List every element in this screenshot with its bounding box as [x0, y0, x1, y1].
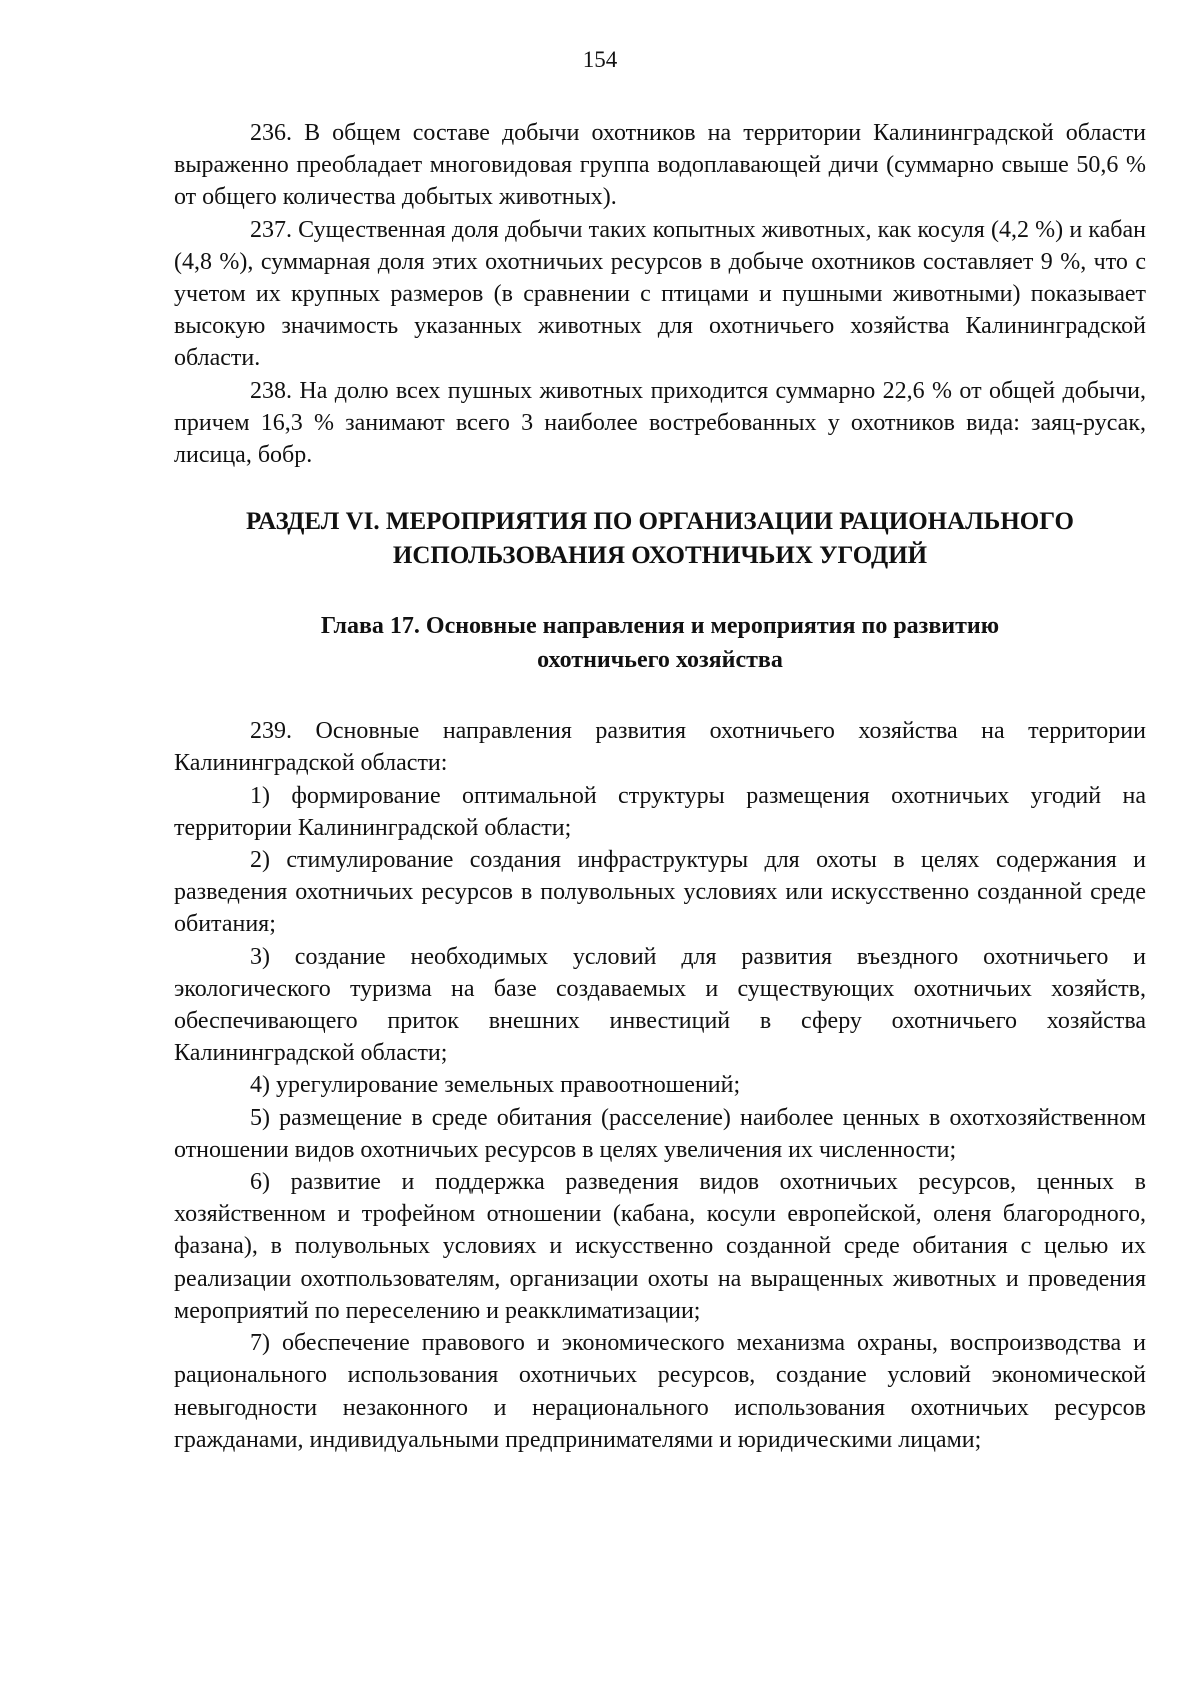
list-item-5: 5) размещение в среде обитания (расселение) наиболее ценных в охотхозяйственном отношении видов охотничьих ресурсов в целях увеличения их численности;	[174, 1104, 1146, 1163]
section-heading-line-1: РАЗДЕЛ VI. МЕРОПРИЯТИЯ ПО ОРГАНИЗАЦИИ РАЦИОНАЛЬНОГО	[246, 508, 1074, 536]
document-body	[174, 117, 1146, 1456]
list-item-6: 6) развитие и поддержка разведения видов охотничьих ресурсов, ценных в хозяйственном и трофейном отношении (кабана, косули европейской, оленя благородного, фазана), в полувольных условиях и искусственно созданной среде обитания с целью их реализации охотпользователям, организации охоты на выращенных животных и проведения мероприятий по переселению и реакклиматизации;	[174, 1169, 1146, 1324]
paragraph-236: 236. В общем составе добычи охотников на территории Калининградской области выраженно преобладает многовидовая группа водоплавающей дичи (суммарно свыше 50,6 % от общего количества добытых животных).	[174, 120, 1146, 211]
list-item-7: 7) обеспечение правового и экономического механизма охраны, воспроизводства и рационального использования охотничьих ресурсов, создание условий экономической невыгодности незаконного и нерационального использования охотничьих ресурсов гражданами, индивидуальными предпринимателями и юридическими лицами;	[174, 1330, 1146, 1453]
paragraph-239: 239. Основные направления развития охотничьего хозяйства на территории Калининградской области:	[174, 718, 1146, 777]
list-item-1: 1) формирование оптимальной структуры размещения охотничьих угодий на территории Калининградской области;	[174, 782, 1146, 841]
chapter-heading-line-2: охотничьего хозяйства	[537, 647, 783, 674]
list-item-2: 2) стимулирование создания инфраструктуры для охоты в целях содержания и разведения охотничьих ресурсов в полувольных условиях или искусственно созданной среде обитания;	[174, 847, 1146, 938]
section-heading-line-2: ИСПОЛЬЗОВАНИЯ ОХОТНИЧЬИХ УГОДИЙ	[392, 542, 928, 570]
paragraph-238: 238. На долю всех пушных животных приходится суммарно 22,6 % от общей добычи, причем 16,3 % занимают всего 3 наиболее востребованных у охотников вида: заяц-русак, лисица, бобр.	[174, 377, 1146, 469]
chapter-heading	[174, 609, 1146, 677]
page-number: 154	[582, 47, 618, 72]
paragraph-237: 237. Существенная доля добычи таких копытных животных, как косуля (4,2 %) и кабан (4,8 %), суммарная доля этих охотничьих ресурсов в добыче охотников составляет 9 %, что с учетом их крупных размеров (в сравнении с птицами и пушными животными) показывает высокую значимость указанных животных для охотничьего хозяйства Калининградской области.	[174, 216, 1146, 372]
chapter-heading-line-1: Глава 17. Основные направления и мероприятия по развитию	[320, 613, 1000, 640]
list-item-4: 4) урегулирование земельных правоотношений;	[250, 1072, 741, 1099]
section-heading	[174, 505, 1146, 573]
list-item-3: 3) создание необходимых условий для развития въездного охотничьего и экологического туризма на базе создаваемых и существующих охотничьих хозяйств, обеспечивающего приток внешних инвестиций в сферу охотничьего хозяйства Калининградской области;	[174, 943, 1146, 1067]
